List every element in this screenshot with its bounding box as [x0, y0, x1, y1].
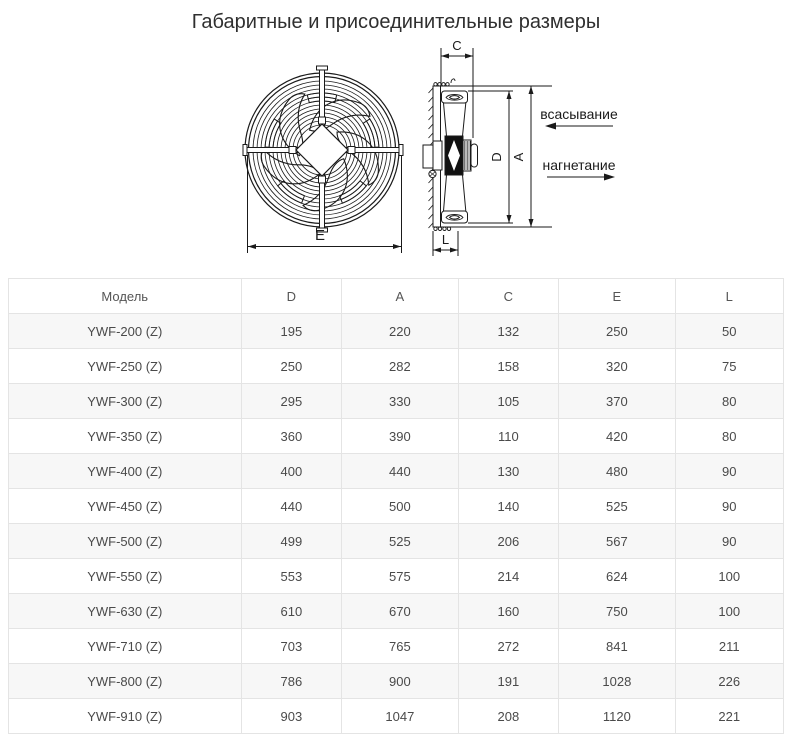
fan-drawing-svg — [0, 38, 792, 276]
discharge-arrow-icon — [604, 174, 615, 181]
value-cell: 525 — [559, 489, 675, 524]
value-cell: 567 — [559, 524, 675, 559]
value-cell: 132 — [458, 314, 559, 349]
value-cell: 553 — [241, 559, 342, 594]
model-cell: YWF-400 (Z) — [9, 454, 242, 489]
dimensions-table-body — [9, 314, 784, 734]
suction-arrow-icon — [545, 123, 556, 130]
model-cell: YWF-300 (Z) — [9, 384, 242, 419]
fan-front-view — [243, 66, 403, 232]
value-cell: 525 — [342, 524, 458, 559]
value-cell: 226 — [675, 664, 784, 699]
col-header-d: D — [241, 279, 342, 314]
model-cell: YWF-910 (Z) — [9, 699, 242, 734]
table-row — [9, 664, 784, 699]
value-cell: 750 — [559, 594, 675, 629]
table-row — [9, 349, 784, 384]
col-header-e: E — [559, 279, 675, 314]
model-cell: YWF-200 (Z) — [9, 314, 242, 349]
model-cell: YWF-710 (Z) — [9, 629, 242, 664]
value-cell: 110 — [458, 419, 559, 454]
value-cell: 1028 — [559, 664, 675, 699]
terminal-box — [433, 141, 442, 170]
value-cell: 624 — [559, 559, 675, 594]
value-cell: 841 — [559, 629, 675, 664]
value-cell: 390 — [342, 419, 458, 454]
value-cell: 220 — [342, 314, 458, 349]
value-cell: 500 — [342, 489, 458, 524]
airflow-annotations — [540, 106, 618, 181]
value-cell: 250 — [241, 349, 342, 384]
table-header-row — [9, 279, 784, 314]
col-header-c: C — [458, 279, 559, 314]
value-cell: 900 — [342, 664, 458, 699]
dim-label-c: C — [452, 38, 462, 53]
fan-side-view — [423, 79, 552, 231]
table-row — [9, 489, 784, 524]
value-cell: 1047 — [342, 699, 458, 734]
table-row — [9, 629, 784, 664]
value-cell: 282 — [342, 349, 458, 384]
dim-label-e: E — [314, 227, 326, 244]
value-cell: 480 — [559, 454, 675, 489]
table-row — [9, 559, 784, 594]
dim-label-a: A — [511, 152, 526, 162]
table-row — [9, 699, 784, 734]
col-header-model: Модель — [9, 279, 242, 314]
value-cell: 360 — [241, 419, 342, 454]
blade-top-cap — [442, 91, 468, 103]
value-cell: 499 — [241, 524, 342, 559]
value-cell: 272 — [458, 629, 559, 664]
value-cell: 903 — [241, 699, 342, 734]
value-cell: 400 — [241, 454, 342, 489]
table-row — [9, 524, 784, 559]
value-cell: 75 — [675, 349, 784, 384]
value-cell: 160 — [458, 594, 559, 629]
value-cell: 610 — [241, 594, 342, 629]
value-cell: 105 — [458, 384, 559, 419]
value-cell: 195 — [241, 314, 342, 349]
model-cell: YWF-250 (Z) — [9, 349, 242, 384]
dimension-l — [433, 231, 458, 256]
value-cell: 295 — [241, 384, 342, 419]
value-cell: 575 — [342, 559, 458, 594]
value-cell: 90 — [675, 489, 784, 524]
suction-label: всасывание — [540, 106, 618, 122]
value-cell: 670 — [342, 594, 458, 629]
value-cell: 370 — [559, 384, 675, 419]
value-cell: 765 — [342, 629, 458, 664]
model-cell: YWF-500 (Z) — [9, 524, 242, 559]
value-cell: 50 — [675, 314, 784, 349]
model-cell: YWF-450 (Z) — [9, 489, 242, 524]
dimensions-table — [8, 278, 784, 734]
value-cell: 100 — [675, 594, 784, 629]
value-cell: 80 — [675, 419, 784, 454]
value-cell: 440 — [241, 489, 342, 524]
value-cell: 206 — [458, 524, 559, 559]
terminal-box-cap — [423, 145, 433, 168]
table-row — [9, 314, 784, 349]
value-cell: 158 — [458, 349, 559, 384]
table-row — [9, 419, 784, 454]
model-cell: YWF-550 (Z) — [9, 559, 242, 594]
col-header-a: A — [342, 279, 458, 314]
dim-label-d: D — [489, 152, 504, 162]
motor-rear-cap — [471, 144, 478, 167]
discharge-label: нагнетание — [542, 157, 616, 173]
value-cell: 703 — [241, 629, 342, 664]
model-cell: YWF-630 (Z) — [9, 594, 242, 629]
value-cell: 208 — [458, 699, 559, 734]
value-cell: 320 — [559, 349, 675, 384]
dimension-a — [511, 86, 534, 227]
model-cell: YWF-800 (Z) — [9, 664, 242, 699]
value-cell: 90 — [675, 524, 784, 559]
value-cell: 440 — [342, 454, 458, 489]
value-cell: 140 — [458, 489, 559, 524]
value-cell: 330 — [342, 384, 458, 419]
fan-dimension-drawing — [0, 38, 792, 276]
value-cell: 211 — [675, 629, 784, 664]
value-cell: 221 — [675, 699, 784, 734]
table-row — [9, 594, 784, 629]
value-cell: 250 — [559, 314, 675, 349]
table-row — [9, 384, 784, 419]
value-cell: 786 — [241, 664, 342, 699]
dimension-d — [489, 91, 512, 223]
value-cell: 420 — [559, 419, 675, 454]
value-cell: 100 — [675, 559, 784, 594]
blade-bottom-cap — [442, 211, 468, 223]
table-row — [9, 454, 784, 489]
value-cell: 80 — [675, 384, 784, 419]
dim-label-l: L — [441, 232, 450, 247]
model-cell: YWF-350 (Z) — [9, 419, 242, 454]
value-cell: 191 — [458, 664, 559, 699]
value-cell: 1120 — [559, 699, 675, 734]
value-cell: 90 — [675, 454, 784, 489]
value-cell: 214 — [458, 559, 559, 594]
page-title: Габаритные и присоединительные размеры — [191, 11, 601, 33]
col-header-l: L — [675, 279, 784, 314]
value-cell: 130 — [458, 454, 559, 489]
